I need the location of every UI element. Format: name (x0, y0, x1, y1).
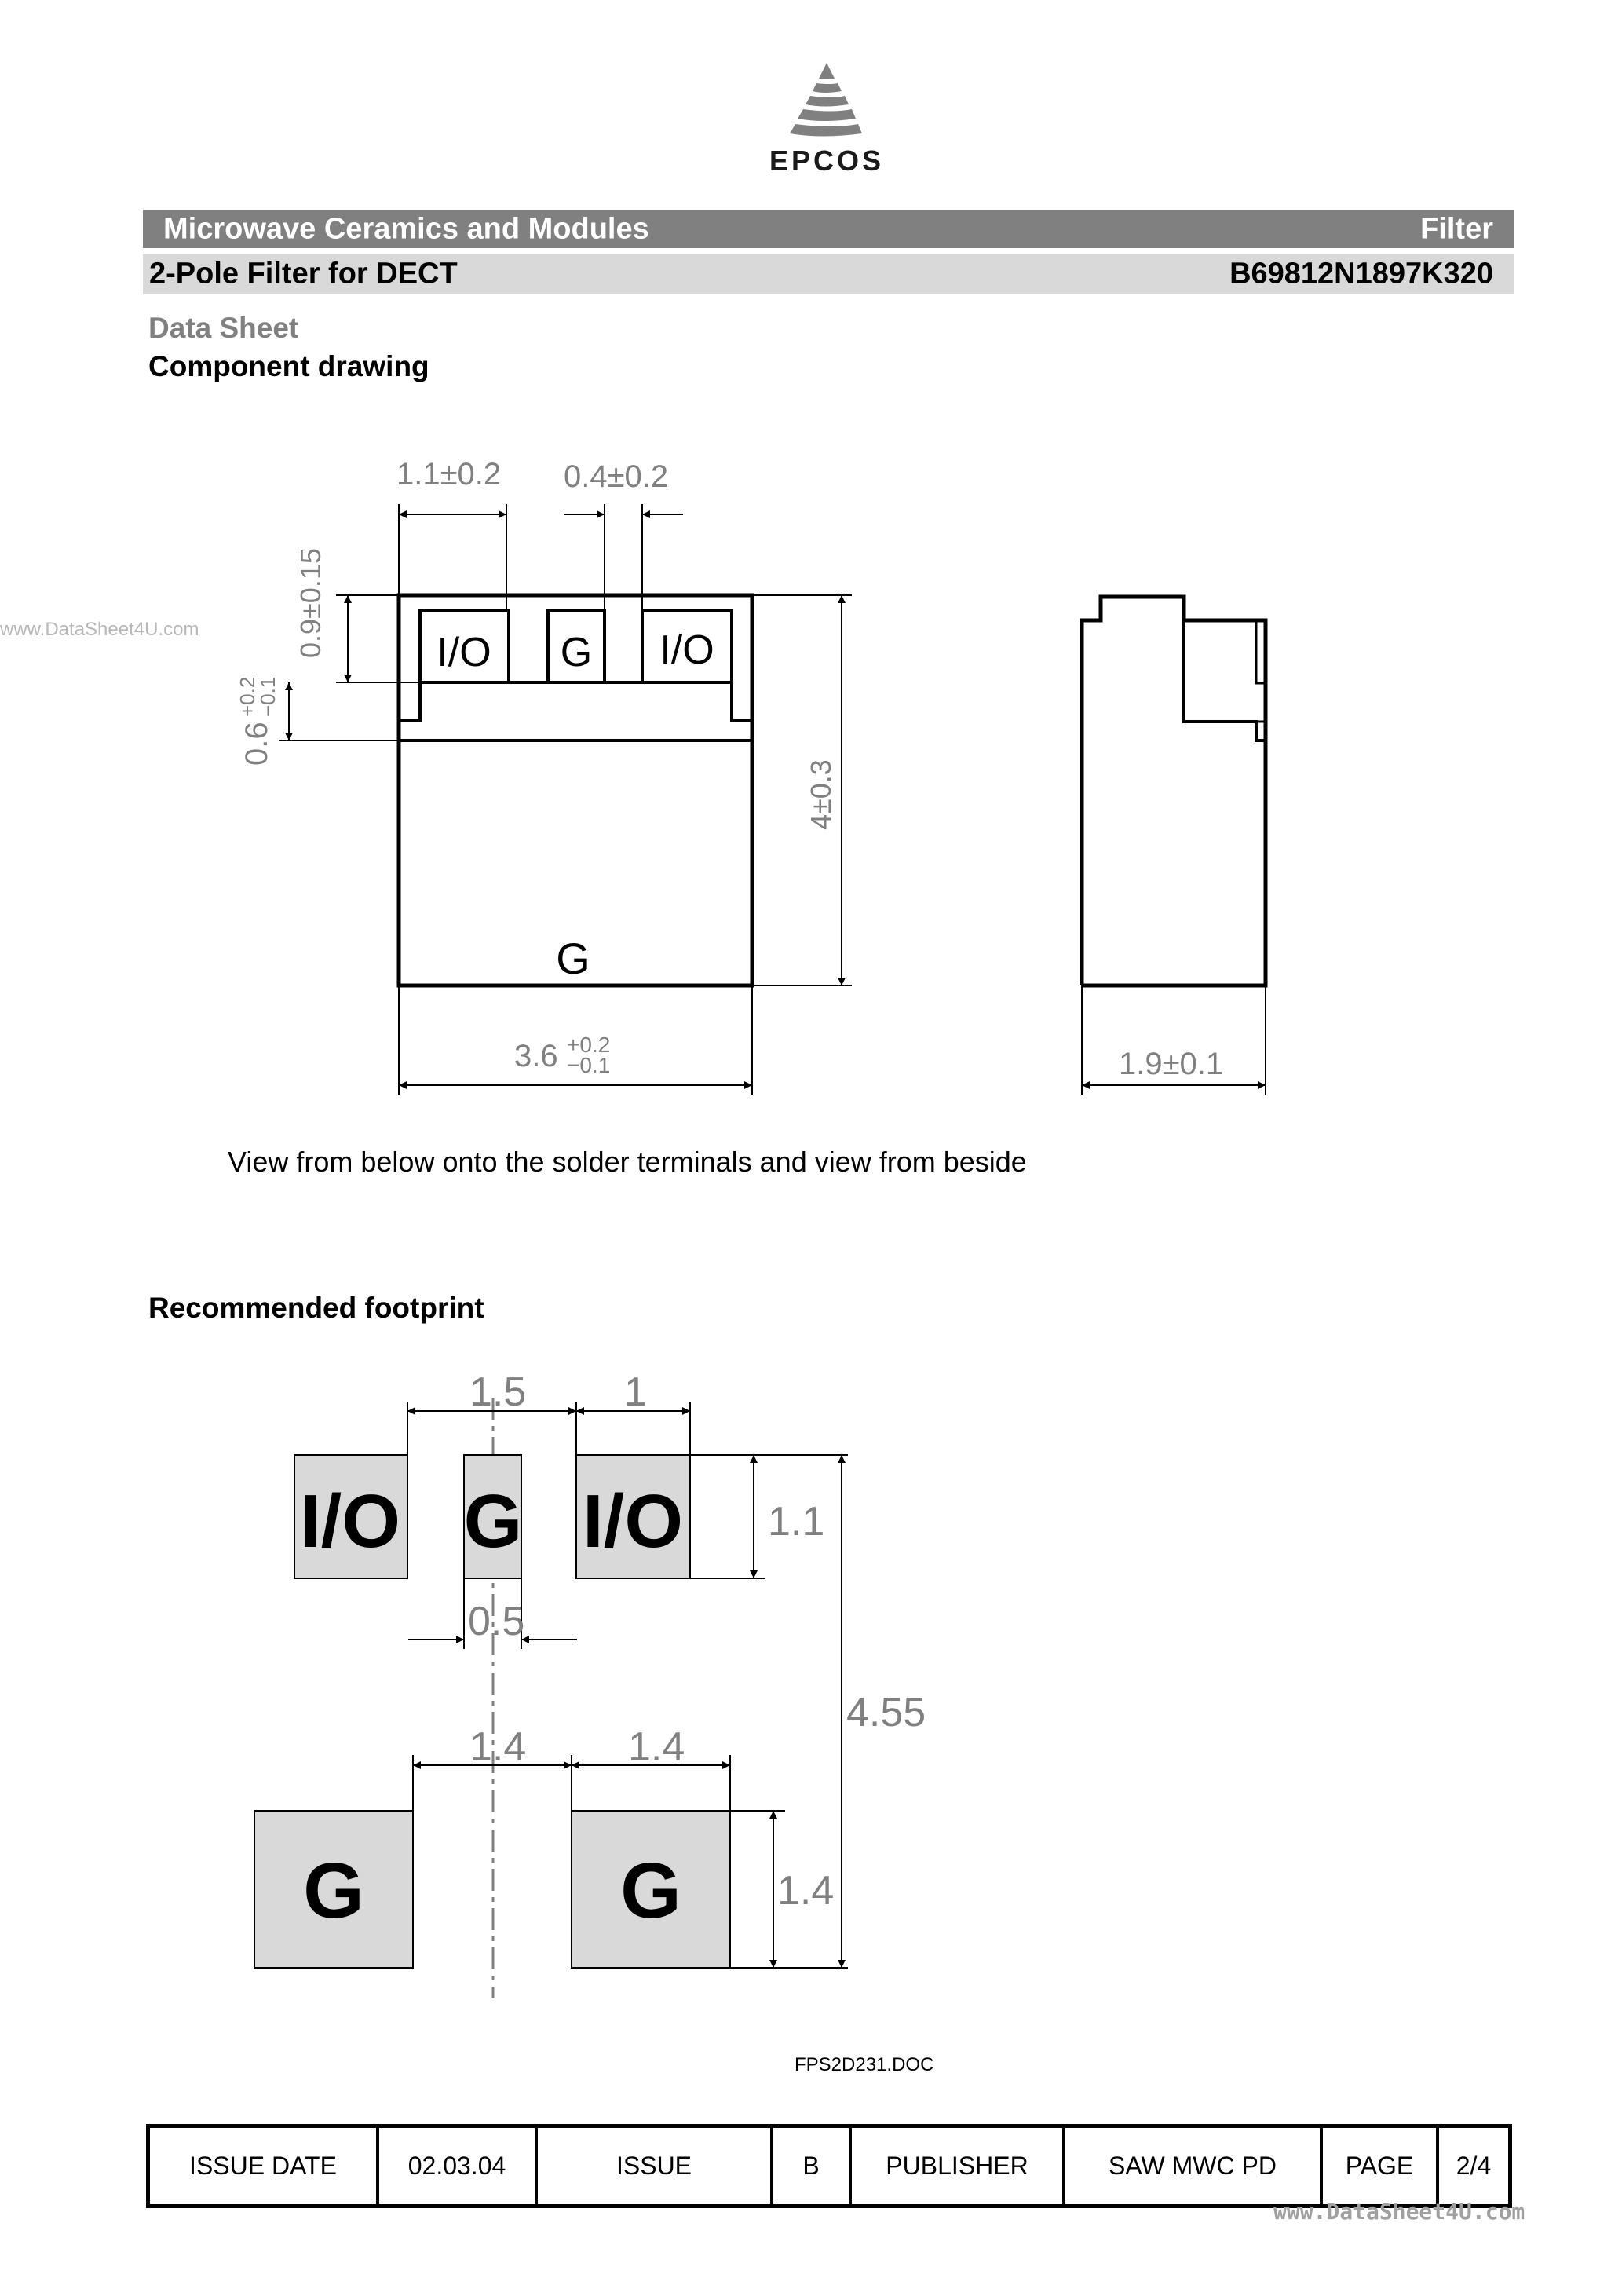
footer-table (146, 2124, 1512, 2208)
component-drawing-title: Component drawing (148, 350, 429, 382)
fp-dim-top-pad-width: 1 (624, 1369, 647, 1415)
dim-offset-tol-plus: +0.2 (236, 676, 259, 717)
dim-pad-height: 0.9±0.15 (294, 548, 327, 658)
fp-dim-bottom-pad-height: 1.4 (777, 1868, 835, 1914)
header-type: Filter (1420, 212, 1493, 245)
header-part-number: B69812N1897K320 (1229, 257, 1493, 291)
fp-dim-top-pad-height: 1.1 (768, 1499, 825, 1545)
component-drawing (0, 440, 1622, 1115)
dim-length: 4±0.3 (805, 759, 837, 830)
footer-issue-label: ISSUE (536, 2126, 772, 2206)
logo-text: EPCOS (769, 144, 885, 177)
component-drawing-caption: View from below onto the solder terminals and view from beside (228, 1146, 1027, 1178)
doc-reference: FPS2D231.DOC (795, 2054, 934, 2075)
footer-issue-date: 02.03.04 (378, 2126, 536, 2206)
bottom-g-label: G (556, 934, 590, 983)
fp-dim-bottom-pad-width: 1.4 (628, 1724, 685, 1770)
footer-page: 2/4 (1438, 2126, 1511, 2206)
dim-gap: 0.4±0.2 (564, 459, 669, 494)
footer-page-label: PAGE (1321, 2126, 1438, 2206)
footer-publisher-label: PUBLISHER (850, 2126, 1064, 2206)
footprint-io-right-label: I/O (582, 1479, 684, 1563)
footprint-title: Recommended footprint (148, 1292, 484, 1324)
header-product-bar (143, 254, 1514, 294)
pad-g-top-label: G (560, 630, 593, 675)
dim-offset-tol-minus: −0.1 (256, 676, 279, 717)
watermark-bottom-right: www.DataSheet4U.com (1273, 2199, 1525, 2225)
watermark-left: www.DataSheet4U.com (0, 619, 199, 640)
header-category: Microwave Ceramics and Modules (163, 212, 649, 245)
header-product: 2-Pole Filter for DECT (149, 257, 458, 291)
fp-dim-top-pitch: 1.5 (469, 1369, 527, 1415)
epcos-logo-mark (776, 61, 878, 148)
footprint-g-bottom-right-label: G (620, 1847, 681, 1935)
pad-io-left-label: I/O (437, 630, 491, 675)
footer-issue-date-label: ISSUE DATE (148, 2126, 378, 2206)
footer-issue: B (772, 2126, 850, 2206)
footprint-g-bottom-left-label: G (303, 1847, 364, 1935)
dim-width-tol-plus: +0.2 (567, 1033, 611, 1057)
footprint-io-left-label: I/O (299, 1479, 401, 1563)
dim-width-tol-minus: −0.1 (567, 1053, 611, 1077)
fp-dim-bottom-pitch: 1.4 (469, 1724, 527, 1770)
footprint-g-center-label: G (463, 1479, 523, 1563)
dim-width-main: 3.6 (514, 1039, 558, 1073)
fp-dim-total-height: 4.55 (846, 1690, 926, 1735)
header-category-bar (143, 210, 1514, 248)
dim-offset-main: 0.6 (239, 722, 274, 766)
dim-side-width: 1.9±0.1 (1119, 1047, 1224, 1081)
fp-dim-center-width: 0.5 (468, 1599, 525, 1644)
pad-io-right-label: I/O (659, 627, 714, 673)
doc-type: Data Sheet (148, 312, 299, 344)
footer-publisher: SAW MWC PD (1064, 2126, 1321, 2206)
dim-pad-width: 1.1±0.2 (396, 457, 502, 492)
footprint-drawing (0, 1351, 1622, 2018)
